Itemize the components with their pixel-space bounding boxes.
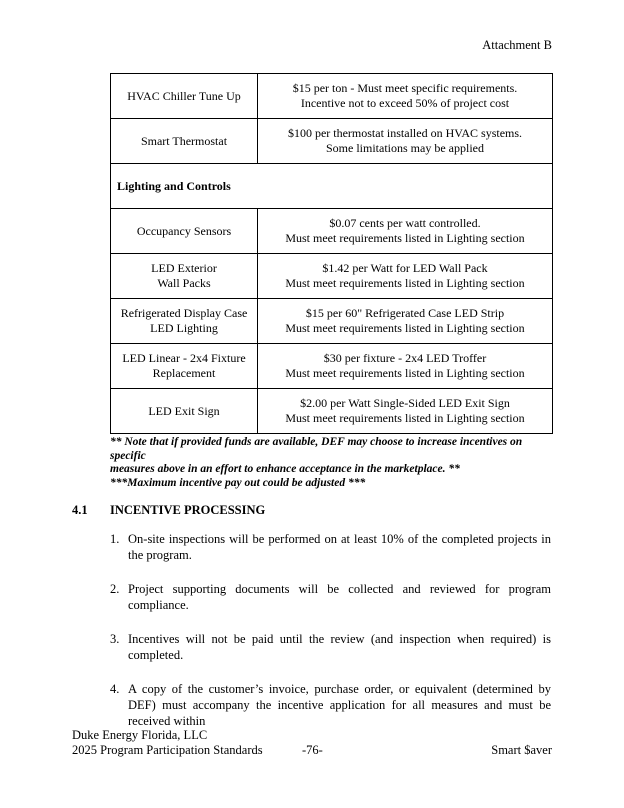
- measure-line: Occupancy Sensors: [136, 223, 232, 238]
- note-line: measures above in an effort to enhance acceptance in the marketplace. **: [110, 463, 460, 475]
- incentive-line: $2.00 per Watt Single-Sided LED Exit Sign: [300, 396, 510, 410]
- incentive-line: Must meet requirements listed in Lighting section: [285, 321, 525, 335]
- measure-cell: [111, 209, 258, 254]
- incentive-cell: [258, 344, 553, 389]
- footer-company: Duke Energy Florida, LLC: [72, 728, 208, 742]
- table-row: [111, 299, 553, 344]
- list-item-number: 3.: [110, 632, 120, 646]
- list-item: [110, 531, 551, 563]
- table-row: [111, 254, 553, 299]
- page-number: -76-: [302, 743, 323, 757]
- table-row: [111, 74, 553, 119]
- incentive-line: Must meet requirements listed in Lighting section: [285, 366, 525, 380]
- incentive-line: Must meet requirements listed in Lighting section: [285, 231, 525, 245]
- attachment-label: Attachment B: [482, 38, 552, 52]
- incentive-line: $0.07 cents per watt controlled.: [329, 216, 481, 230]
- list-item-text: A copy of the customer’s invoice, purchase order, or equivalent (determined by DEF) must accompany the incentive application for all measures and must be received within: [128, 682, 551, 728]
- list-item: [110, 581, 551, 613]
- incentive-note: [110, 436, 560, 490]
- footer-program: Smart $aver: [491, 743, 552, 757]
- measure-line: LED Exterior: [151, 261, 217, 275]
- incentive-line: $15 per ton - Must meet specific requirements.: [292, 81, 518, 95]
- incentive-line: $100 per thermostat installed on HVAC systems.: [287, 126, 523, 140]
- incentive-line: $15 per 60" Refrigerated Case LED Strip: [305, 306, 505, 320]
- measure-line: Smart Thermostat: [140, 133, 228, 148]
- list-item: [110, 631, 551, 663]
- incentive-cell: [258, 209, 553, 254]
- list-item-number: 2.: [110, 582, 120, 596]
- table-row: [111, 389, 553, 434]
- note-line: ***Maximum incentive pay out could be adjusted ***: [110, 476, 366, 489]
- measure-line: LED Lighting: [150, 321, 218, 335]
- incentive-cell: [258, 119, 553, 164]
- incentive-line: Must meet requirements listed in Lighting section: [285, 411, 525, 425]
- measure-cell: [111, 389, 258, 434]
- list-item-number: 1.: [110, 532, 120, 546]
- measure-line: LED Exit Sign: [148, 403, 220, 418]
- page-footer: [72, 728, 552, 758]
- table-row: [111, 209, 553, 254]
- section-title: INCENTIVE PROCESSING: [110, 503, 266, 517]
- measure-line: HVAC Chiller Tune Up: [127, 88, 241, 103]
- list-item: [110, 681, 551, 729]
- incentive-line: $1.42 per Watt for LED Wall Pack: [322, 261, 488, 275]
- incentive-table: [110, 73, 553, 434]
- processing-list: [110, 531, 551, 729]
- incentive-cell: [258, 389, 553, 434]
- list-item-text: On-site inspections will be performed on at least 10% of the completed projects in the program.: [128, 532, 551, 562]
- measure-line: LED Linear - 2x4 Fixture: [122, 351, 246, 365]
- measure-cell: [111, 74, 258, 119]
- section-number: 4.1: [72, 503, 88, 517]
- incentive-cell: [258, 299, 553, 344]
- section-header-cell: Lighting and Controls: [111, 164, 553, 209]
- measure-line: Wall Packs: [157, 276, 211, 290]
- table-row: [111, 344, 553, 389]
- measure-cell: [111, 119, 258, 164]
- list-item-text: Incentives will not be paid until the review (and inspection when required) is completed.: [128, 632, 551, 662]
- table-section-row: [111, 164, 553, 209]
- measure-line: Refrigerated Display Case: [120, 306, 248, 320]
- footer-document: 2025 Program Participation Standards: [72, 743, 263, 757]
- measure-cell: [111, 344, 258, 389]
- incentive-line: Some limitations may be applied: [326, 141, 484, 155]
- incentive-cell: [258, 254, 553, 299]
- incentive-line: $30 per fixture - 2x4 LED Troffer: [323, 351, 487, 365]
- measure-cell: [111, 254, 258, 299]
- table-row: [111, 119, 553, 164]
- note-line: ** Note that if provided funds are available, DEF may choose to increase incentives on specific: [110, 436, 523, 462]
- list-item-number: 4.: [110, 682, 120, 696]
- measure-line: Replacement: [152, 366, 216, 380]
- measure-cell: [111, 299, 258, 344]
- incentive-cell: [258, 74, 553, 119]
- incentive-line: Incentive not to exceed 50% of project cost: [300, 96, 510, 110]
- list-item-text: Project supporting documents will be collected and reviewed for program compliance.: [128, 582, 551, 612]
- incentive-line: Must meet requirements listed in Lighting section: [285, 276, 525, 290]
